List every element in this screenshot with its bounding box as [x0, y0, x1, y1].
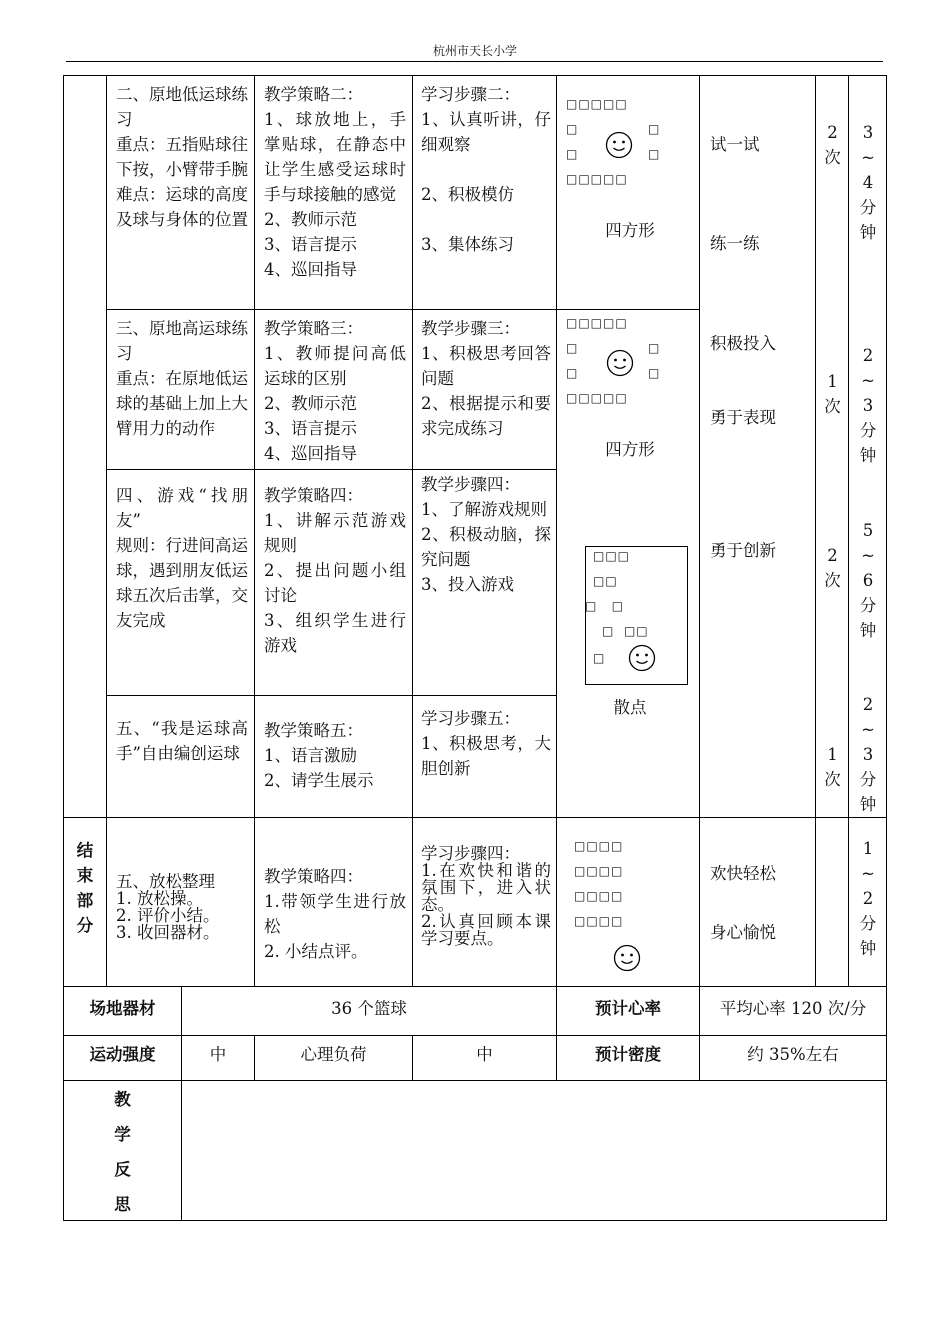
venue-value: 36 个篮球 [331, 999, 407, 1018]
formation-students: □ [648, 147, 661, 161]
formation-students: □ [566, 366, 579, 380]
duration: 3 ~ 4 分 钟 [859, 123, 877, 242]
row4-steps: 教学步骤四： 1、了解游戏规则 2、积极动脑，探究问题 3、投入游戏 [421, 475, 551, 594]
ending-section-label: 结 束 部 分 [76, 841, 94, 935]
ending-feel-1: 欢快轻松 [710, 864, 776, 883]
teacher-smiley-icon [605, 131, 633, 159]
load-value: 中 [476, 1045, 493, 1064]
repeat-count: 1 次 [824, 745, 841, 789]
formation-label: 四方形 [605, 221, 655, 240]
feel-try: 试一试 [710, 135, 760, 154]
formation-students: □□□□□ [566, 391, 628, 405]
feel-practice: 练一练 [710, 234, 760, 253]
formation-students: □□□□□ [566, 97, 628, 111]
formation-students: □ [648, 122, 661, 136]
formation-students: □ [648, 341, 661, 355]
formation-students: □□ [593, 574, 618, 588]
density-value: 约 35%左右 [747, 1045, 839, 1064]
formation-students: □ [648, 366, 661, 380]
feel-create: 勇于创新 [710, 541, 776, 560]
duration: 5 ~ 6 分 钟 [859, 521, 877, 640]
formation-students: □□□□□ [566, 316, 628, 330]
load-label: 心理负荷 [300, 1045, 367, 1064]
ending-content: 五、放松整理 1. 放松操。 2. 评价小结。 3. 收回器材。 [116, 872, 220, 942]
venue-label: 场地器材 [89, 999, 156, 1018]
row2-steps: 学习步骤二： 1、认真听讲，仔细观察 2、积极模仿 3、集体练习 [421, 85, 551, 254]
duration: 2 ~ 3 分 钟 [859, 346, 877, 465]
ending-steps: 学习步骤四： 1.在欢快和谐的氛围下，进入状态。 2.认真回顾本课学习要点。 [421, 844, 551, 948]
teacher-smiley-icon [628, 644, 656, 672]
feel-engaged: 积极投入 [710, 334, 776, 353]
feel-express: 勇于表现 [710, 408, 776, 427]
row5-content: 五、“我是运球高手”自由编创运球 [116, 719, 248, 763]
reflection-area [182, 1081, 886, 1220]
repeat-count: 1 次 [824, 372, 841, 416]
formation-students: □ [593, 651, 606, 665]
header-rule [66, 61, 883, 62]
row3-strategy: 教学策略三： 1、教师提问高低运球的区别 2、教师示范 3、语言提示 4、巡回指导 [264, 319, 406, 463]
formation-students: □ □□ [602, 624, 649, 638]
intensity-value: 中 [209, 1045, 227, 1064]
row4-content: 四、游戏“找朋友” 规则：行进间高运球，遇到朋友低运球五次后击掌，交友完成 [116, 486, 248, 630]
page-header: 杭州市天长小学 [432, 44, 517, 58]
heart-rate-value: 平均心率 120 次/分 [719, 999, 867, 1018]
ending-strategy: 教学策略四： 1.带领学生进行放松 2. 小结点评。 [264, 867, 406, 961]
density-label: 预计密度 [595, 1045, 661, 1064]
row3-steps: 教学步骤三： 1、积极思考回答问题 2、根据提示和要求完成练习 [421, 319, 551, 438]
intensity-label: 运动强度 [89, 1045, 156, 1064]
teacher-smiley-icon [613, 944, 641, 972]
duration: 1 ~ 2 分 钟 [859, 839, 877, 958]
repeat-count: 2 次 [824, 123, 841, 167]
row5-strategy: 教学策略五： 1、语言激励 2、请学生展示 [264, 721, 374, 790]
row2-content: 二、原地低运球练习 重点：五指贴球往下按，小臂带手腕 难点：运球的高度及球与身体的位置 [116, 85, 248, 229]
formation-students: □ □ [585, 599, 625, 613]
duration: 2 ~ 3 分 钟 [859, 695, 877, 814]
formation-students: □□□□ □□□□ □□□□ □□□□ [574, 839, 624, 928]
formation-students: □ [566, 122, 579, 136]
formation-students: □□□ [593, 549, 631, 563]
formation-label: 四方形 [605, 440, 655, 459]
row2-strategy: 教学策略二： 1、球放地上，手掌贴球，在静态中让学生感受运球时手与球接触的感觉 2、教师示范 3、语言提示 4、巡回指导 [264, 85, 406, 279]
formation-label: 散点 [613, 698, 647, 717]
row4-strategy: 教学策略四： 1、讲解示范游戏规则 2、提出问题小组讨论 3、组织学生进行游戏 [264, 486, 406, 655]
formation-students: □□□□□ [566, 172, 628, 186]
ending-feel-2: 身心愉悦 [710, 923, 776, 942]
teacher-smiley-icon [606, 349, 634, 377]
heart-rate-label: 预计心率 [595, 999, 661, 1018]
formation-students: □ [566, 147, 579, 161]
row3-content: 三、原地高运球练习 重点：在原地低运球的基础上加上大臂用力的动作 [116, 319, 248, 438]
repeat-count: 2 次 [824, 546, 841, 590]
row5-steps: 学习步骤五： 1、积极思考，大胆创新 [421, 709, 551, 778]
formation-students: □ [566, 341, 579, 355]
reflection-label: 教 学 反 思 [114, 1090, 131, 1214]
